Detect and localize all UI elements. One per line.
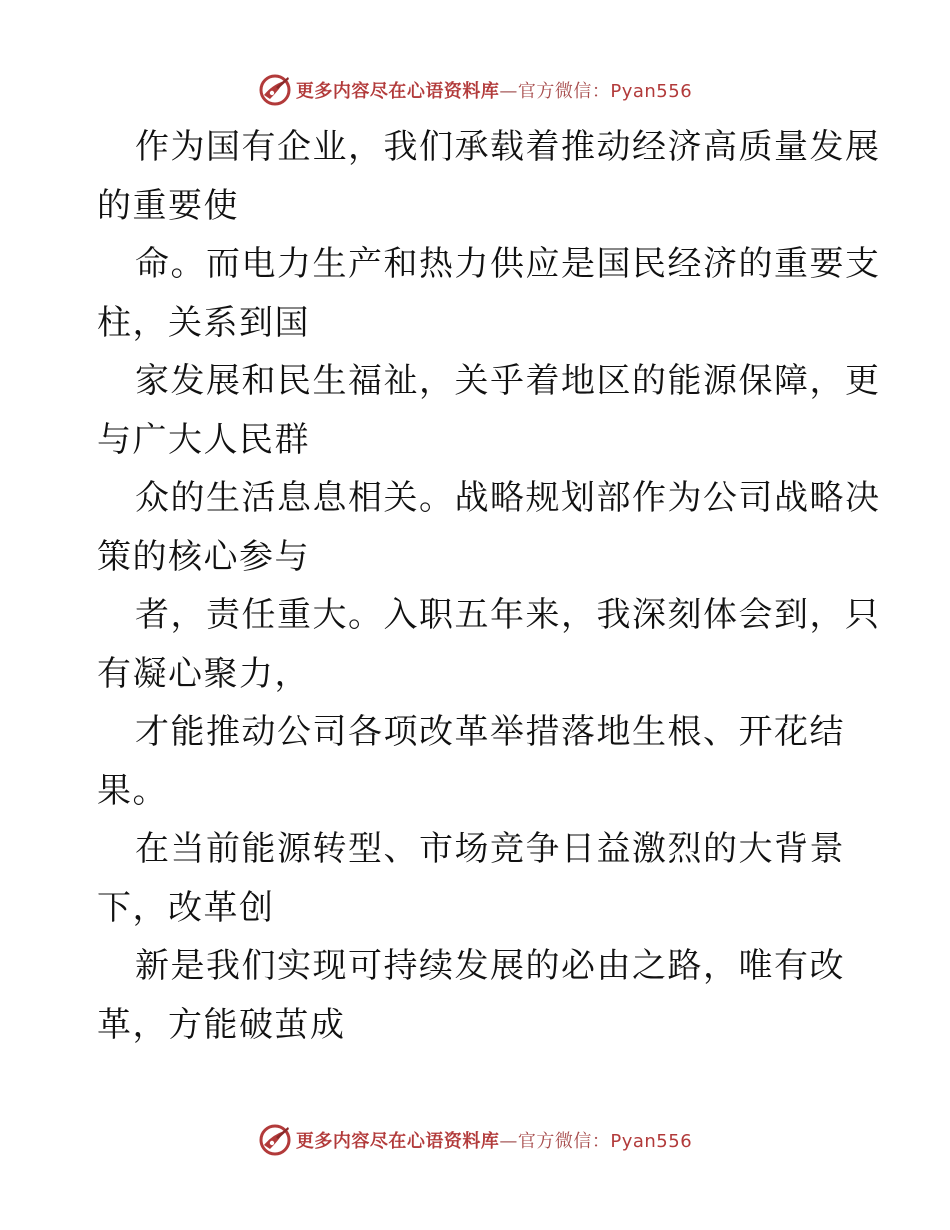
header-wechat-id: Pyan556 [610, 81, 693, 102]
body-line: 者，责任重大。入职五年来，我深刻体会到，只 [135, 595, 881, 635]
body-line: 作为国有企业，我们承载着推动经济高质量发展 [135, 127, 881, 167]
body-line: 的重要使 [97, 185, 239, 226]
body-line: 家发展和民生福祉，关乎着地区的能源保障，更 [135, 361, 881, 401]
header-banner-text [296, 77, 692, 103]
body-line: 下，改革创 [97, 887, 275, 928]
body-line: 柱，关系到国 [97, 302, 310, 343]
body-line: 策的核心参与 [97, 536, 310, 577]
body-line: 与广大人民群 [97, 419, 310, 460]
document-body [97, 118, 881, 1054]
body-line: 革，方能破茧成 [97, 1004, 346, 1045]
header-main-text: 更多内容尽在心语资料库 [295, 81, 500, 102]
body-line: 新是我们实现可持续发展的必由之路，唯有改 [135, 946, 845, 986]
body-line: 在当前能源转型、市场竞争日益激烈的大背景 [135, 829, 845, 869]
body-line: 众的生活息息相关。战略规划部作为公司战略决 [135, 478, 881, 518]
footer-main-text: 更多内容尽在心语资料库 [295, 1131, 500, 1152]
footer-wechat-id: Pyan556 [610, 1131, 693, 1152]
body-line: 命。而电力生产和热力供应是国民经济的重要支 [135, 244, 881, 284]
body-line: 才能推动公司各项改革举措落地生根、开花结 [135, 712, 845, 752]
body-line: 有凝心聚力， [97, 653, 310, 694]
footer-banner [0, 1120, 950, 1160]
header-wechat-label: 官方微信： [517, 81, 611, 102]
header-banner [0, 70, 950, 110]
footer-wechat-label: 官方微信： [517, 1131, 611, 1152]
footer-banner-text [296, 1127, 692, 1153]
footer-separator: — [499, 1131, 518, 1152]
header-separator: — [499, 81, 518, 102]
pen-logo-icon [258, 73, 292, 107]
pen-logo-icon [258, 1123, 292, 1157]
body-line: 果。 [97, 770, 168, 811]
